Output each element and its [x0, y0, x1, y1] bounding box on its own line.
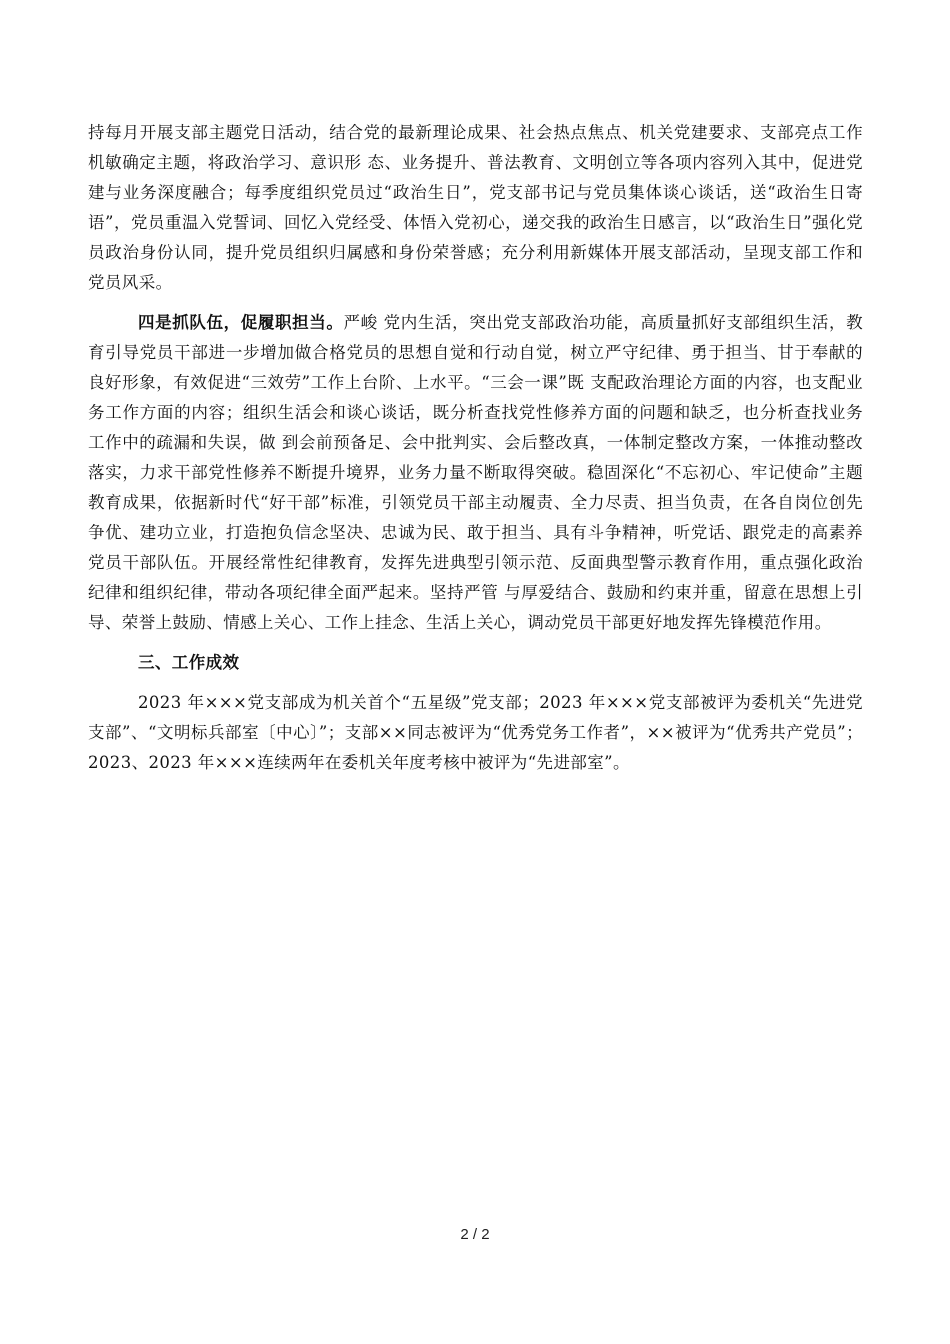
document-body	[88, 118, 863, 778]
paragraph-party-day-activities: 持每月开展支部主题党日活动，结合党的最新理论成果、社会热点焦点、机关党建要求、支部亮点工作机敏确定主题，将政治学习、意识形 态、业务提升、普法教育、文明创立等各项内容列入其中，促进党建与业务深度融合；每季度组织党员过“政治生日”，党支部书记与党员集体谈心谈话，送“政治生日寄语”，党员重温入党誓词、回忆入党经受、体悟入党初心，递交我的政治生日感言，以“政治生日”强化党员政治身份认同，提升党员组织归属感和身份荣誉感；充分利用新媒体开展支部活动，呈现支部工作和党员风采。	[88, 123, 863, 292]
paragraph-work-results: 2023 年×××党支部成为机关首个“五星级”党支部；2023 年×××党支部被评为委机关“先进党支部”、“文明标兵部室〔中心〕”；支部××同志被评为“优秀党务工作者”，××被评为“优秀共产党员”；2023、2023 年×××连续两年在委机关年度考核中被评为“先进部室”。	[88, 693, 863, 772]
paragraph-lead-heading: 四是抓队伍，促履职担当。	[138, 313, 344, 332]
paragraph-team-building	[88, 308, 863, 638]
section-heading-work-results: 三、工作成效	[138, 653, 240, 672]
page-number: 2 / 2	[460, 1226, 490, 1243]
paragraph-team-building-body: 严峻 党内生活，突出党支部政治功能，高质量抓好支部组织生活，教育引导党员干部进一步增加做合格党员的思想自觉和行动自觉，树立严守纪律、勇于担当、甘于奉献的良好形象，有效促进“三效劳”工作上台阶、上水平。“三会一课”既 支配政治理论方面的内容，也支配业务工作方面的内容；组织生活会和谈心谈话，既分析查找党性修养方面的问题和缺乏，也分析查找业务工作中的疏漏和失误，做 到会前预备足、会中批判实、会后整改真，一体制定整改方案，一体推动整改落实，力求干部党性修养不断提升境界，业务力量不断取得突破。稳固深化“不忘初心、牢记使命”主题教育成果，依据新时代“好干部”标准，引领党员干部主动履责、全力尽责、担当负责，在各自岗位创先争优、建功立业，打造抱负信念坚决、忠诚为民、敢于担当、具有斗争精神，听党话、跟党走的高素养党员干部队伍。开展经常性纪律教育，发挥先进典型引领示范、反面典型警示教育作用，重点强化政治纪律和组织纪律，带动各项纪律全面严起来。坚持严管 与厚爱结合、鼓励和约束并重，留意在思想上引导、荣誉上鼓励、情感上关心、工作上挂念、生活上关心，调动党员干部更好地发挥先锋模范作用。	[88, 313, 863, 632]
